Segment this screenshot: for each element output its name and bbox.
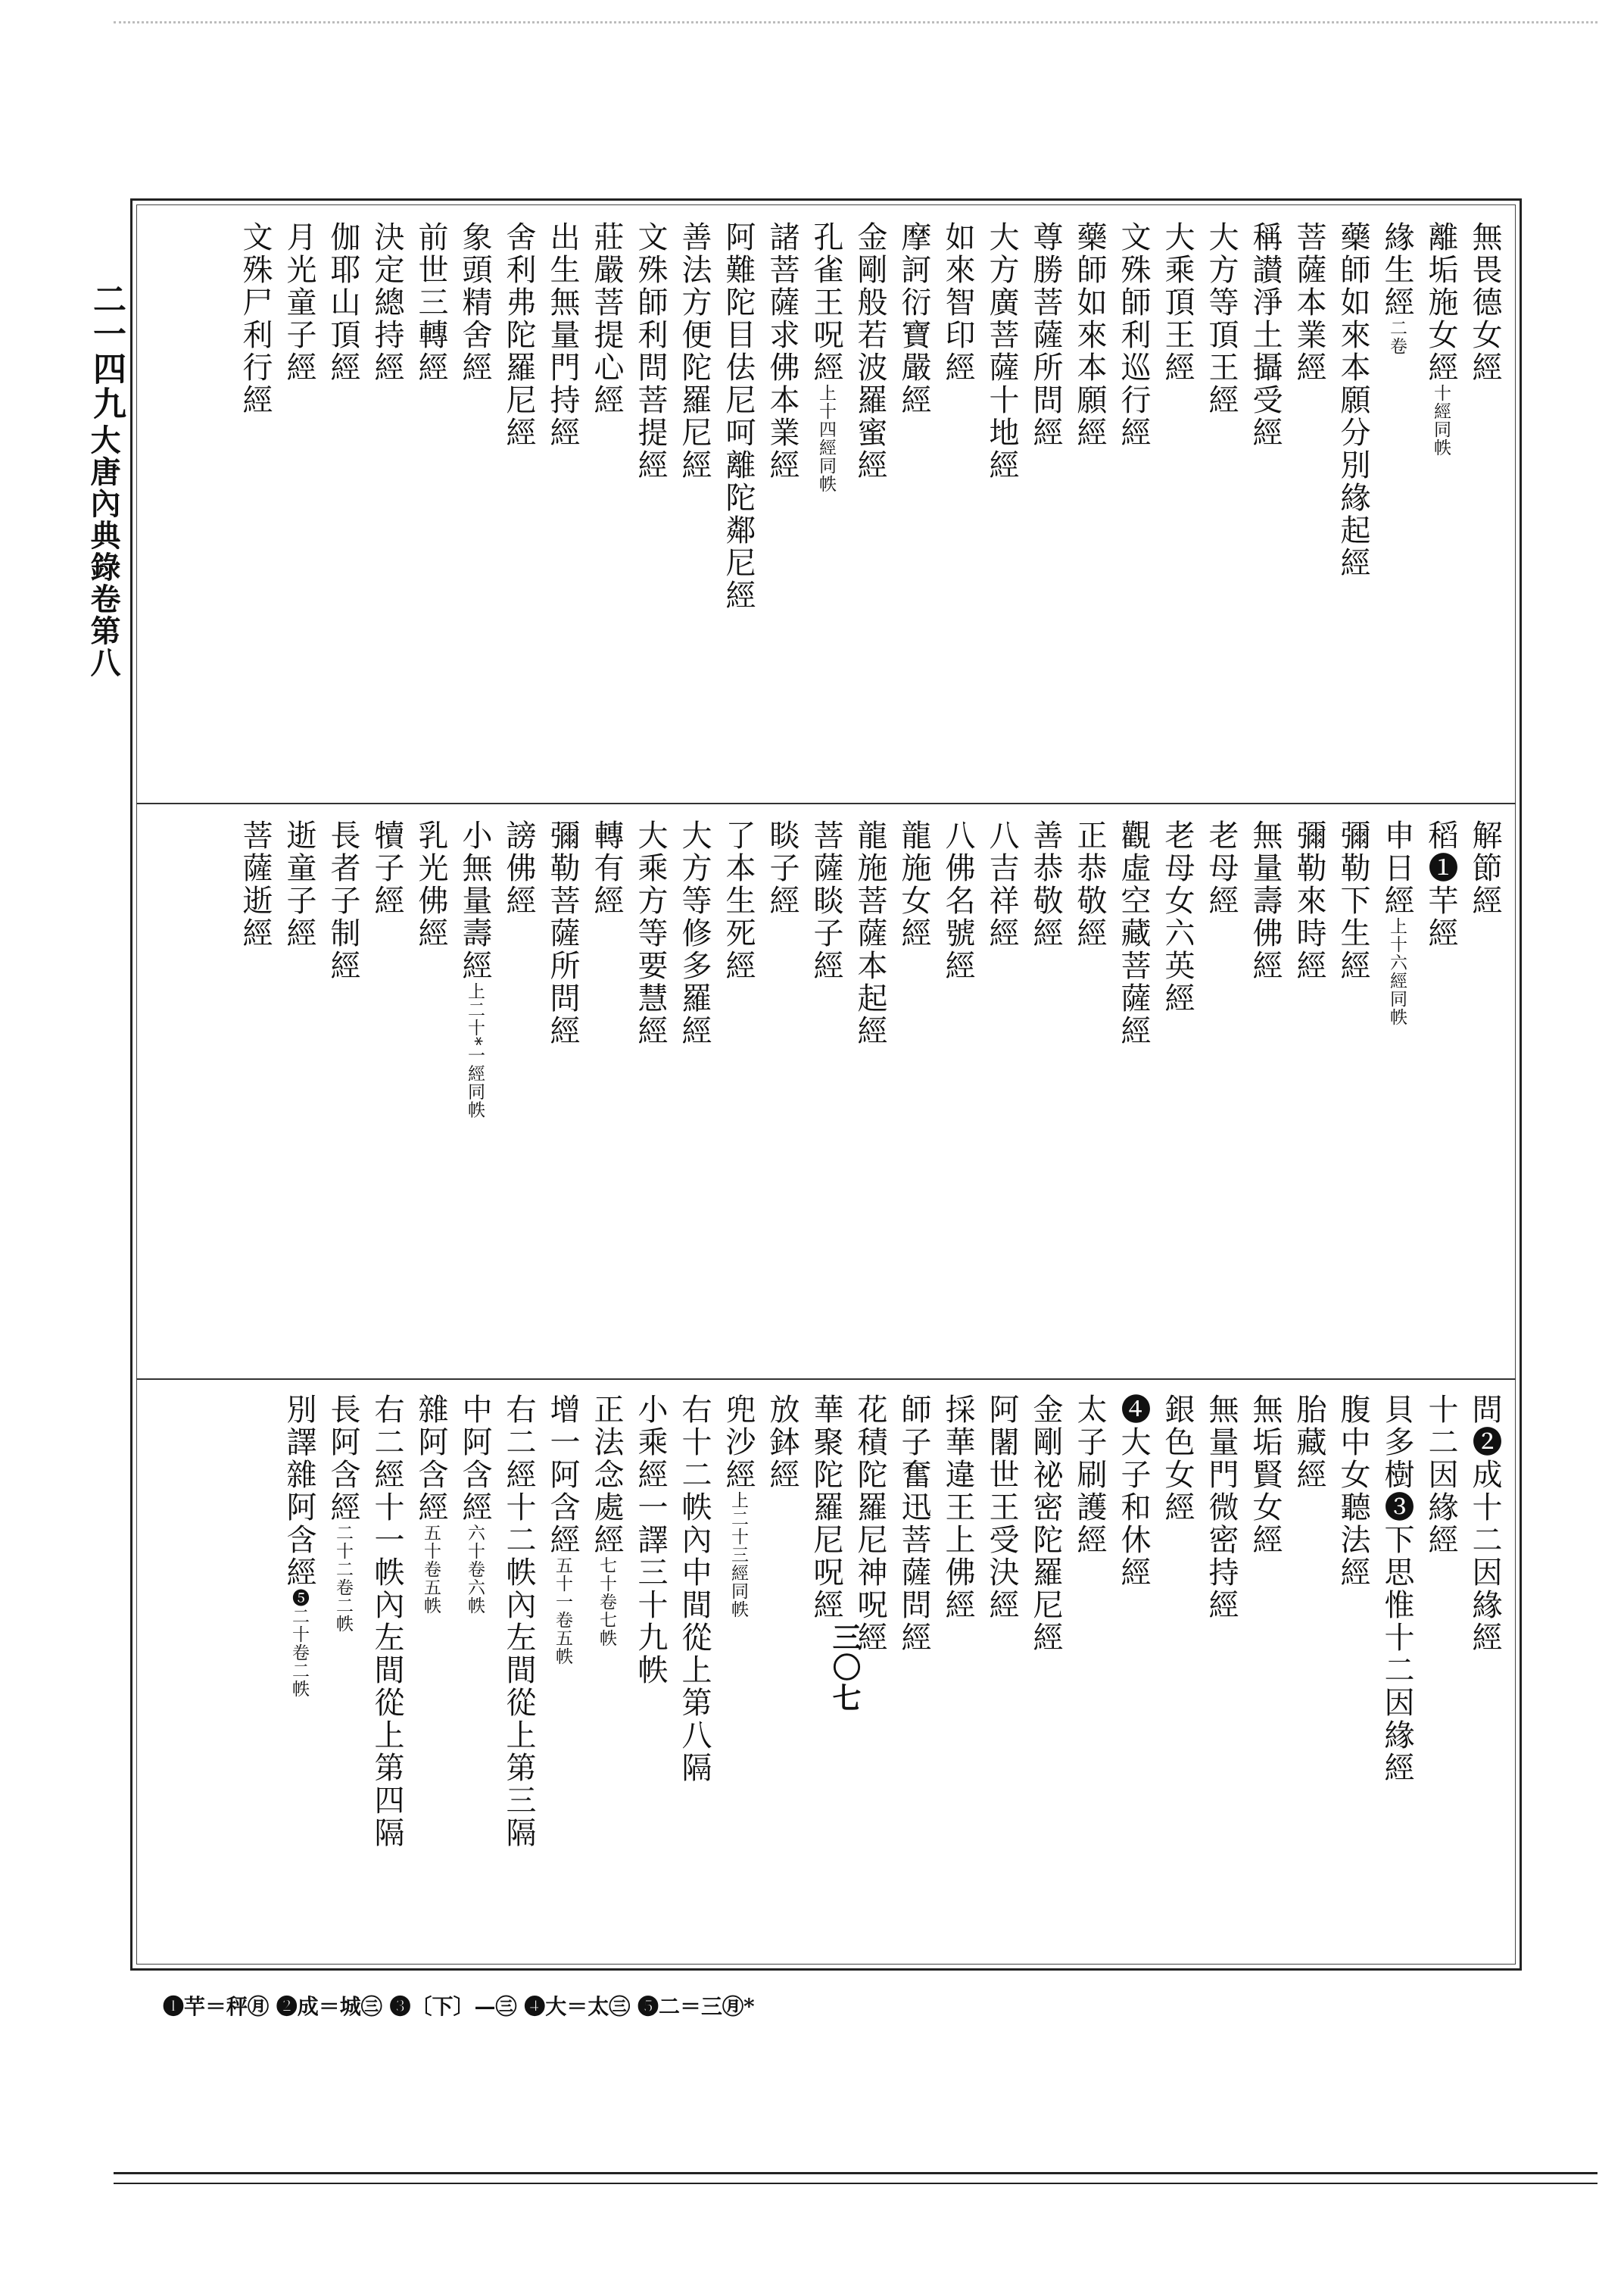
sutra-column <box>1419 1393 1463 1969</box>
sutra-title: 稻❶芉經 <box>1423 819 1458 950</box>
sutra-column <box>760 1393 804 1969</box>
sutra-title: 無畏德女經 <box>1467 221 1502 384</box>
sutra-title: 胎藏經 <box>1292 1393 1326 1491</box>
sutra-title: 大方廣菩薩十地經 <box>984 221 1019 482</box>
sutra-column <box>541 819 584 1365</box>
sutra-column <box>804 221 848 782</box>
sutra-column <box>628 221 672 782</box>
sutra-column <box>760 221 804 782</box>
sutra-column <box>584 1393 628 1969</box>
sutra-title: 腹中女聽法經 <box>1336 1393 1370 1589</box>
sutra-title: 諸菩薩求佛本業經 <box>765 221 800 482</box>
sutra-column <box>628 1393 672 1969</box>
top-edge-line <box>114 21 1598 23</box>
sutra-column <box>1375 221 1419 782</box>
sutra-note: 上十六經同帙 <box>1387 917 1407 1026</box>
sutra-title: 犢子經 <box>369 819 404 917</box>
sutra-column <box>453 221 497 782</box>
sutra-title: 阿闍世王受決經 <box>984 1393 1019 1621</box>
sutra-column <box>1287 819 1331 1365</box>
sutra-title: 右十二帙內中間從上第八隔 <box>677 1393 712 1784</box>
sutra-column <box>1243 221 1287 782</box>
sutra-column <box>409 1393 453 1969</box>
sutra-column <box>541 221 584 782</box>
sutra-title: 放鉢經 <box>765 1393 800 1491</box>
sutra-title: 月光童子經 <box>282 221 316 384</box>
sutra-title: 銀色女經 <box>1160 1393 1195 1524</box>
sutra-title: 離垢施女經 <box>1423 221 1458 384</box>
sutra-column <box>760 819 804 1365</box>
sutra-title: 老母女六英經 <box>1160 819 1195 1015</box>
sutra-title: 八吉祥經 <box>984 819 1019 950</box>
bottom-rule <box>114 2172 1598 2174</box>
sutra-title: 太子刷護經 <box>1072 1393 1107 1556</box>
sutra-column <box>716 1393 760 1969</box>
sutra-column <box>1111 1393 1155 1969</box>
sutra-column <box>541 1393 584 1969</box>
sutra-column <box>1463 1393 1507 1969</box>
sutra-column <box>1331 819 1375 1365</box>
sutra-column <box>409 221 453 782</box>
sutra-title: 伽耶山頂經 <box>326 221 360 384</box>
sutra-title: 老母經 <box>1204 819 1239 917</box>
sutra-title: 善恭敬經 <box>1028 819 1063 950</box>
sutra-column <box>1111 221 1155 782</box>
sutra-column <box>1155 819 1199 1365</box>
sutra-title: 大乘方等要慧經 <box>633 819 668 1047</box>
side-page-number: 三〇七 <box>828 1622 862 1713</box>
sutra-column <box>936 819 980 1365</box>
sutra-column <box>453 1393 497 1969</box>
sutra-column <box>892 819 936 1365</box>
sutra-title: 菩薩睒子經 <box>809 819 843 982</box>
lower-register <box>144 1393 1507 1969</box>
sutra-column <box>365 1393 409 1969</box>
sutra-title: 轉有經 <box>589 819 624 917</box>
sutra-title: 藥師如來本願經 <box>1072 221 1107 449</box>
sutra-column <box>892 221 936 782</box>
sutra-column <box>936 1393 980 1969</box>
sutra-column <box>497 221 541 782</box>
sutra-title: 前世三轉經 <box>413 221 448 384</box>
sutra-title: 申日經 <box>1379 819 1414 917</box>
sutra-column <box>1375 819 1419 1365</box>
sutra-column <box>1331 221 1375 782</box>
sutra-title: 睒子經 <box>765 819 800 917</box>
sutra-title: 尊勝菩薩所問經 <box>1028 221 1063 449</box>
sutra-title: 增一阿含經 <box>545 1393 580 1556</box>
sutra-title: 十二因緣經 <box>1423 1393 1458 1556</box>
sutra-column <box>1463 819 1507 1365</box>
sutra-column <box>584 819 628 1365</box>
sutra-column <box>497 819 541 1365</box>
sutra-column <box>1419 221 1463 782</box>
sutra-note: 五十一卷五帙 <box>553 1556 572 1665</box>
sutra-title: 彌勒菩薩所問經 <box>545 819 580 1047</box>
sutra-column <box>1155 221 1199 782</box>
sutra-title: 大乘頂王經 <box>1160 221 1195 384</box>
sutra-title: 緣生經 <box>1379 221 1414 319</box>
sutra-column <box>804 819 848 1365</box>
sutra-column <box>1199 1393 1243 1969</box>
middle-register <box>144 819 1507 1365</box>
sutra-column <box>321 819 365 1365</box>
sutra-column <box>848 221 892 782</box>
sutra-column <box>1331 1393 1375 1969</box>
sutra-title: 華聚陀羅尼呪經 <box>809 1393 843 1621</box>
page-number: 二一四九 <box>87 282 126 421</box>
sutra-title: 中阿含經 <box>457 1393 492 1524</box>
sutra-column <box>1068 819 1111 1365</box>
sutra-note: 上二十三經同帙 <box>728 1491 748 1618</box>
sutra-note: ❺二十卷二帙 <box>289 1589 309 1698</box>
sutra-title: 貝多樹❸下思惟十二因緣經 <box>1379 1393 1414 1784</box>
sutra-title: 無垢賢女經 <box>1248 1393 1283 1556</box>
sutra-note: 二十二卷二帙 <box>333 1524 353 1633</box>
sutra-column <box>277 221 321 782</box>
sutra-column <box>233 819 277 1365</box>
sutra-column <box>1155 1393 1199 1969</box>
sutra-title: 正法念處經 <box>589 1393 624 1556</box>
sutra-column <box>716 221 760 782</box>
register-divider-2 <box>136 1378 1516 1380</box>
sutra-title: 象頭精舍經 <box>457 221 492 384</box>
sutra-column <box>277 819 321 1365</box>
sutra-column <box>1243 819 1287 1365</box>
sutra-column <box>233 221 277 782</box>
sutra-note: 二卷 <box>1387 319 1407 355</box>
sutra-column <box>584 221 628 782</box>
sutra-column <box>980 819 1024 1365</box>
sutra-column <box>1199 221 1243 782</box>
sutra-title: 無量門微密持經 <box>1204 1393 1239 1621</box>
sutra-column <box>672 819 716 1365</box>
bottom-rule-thin <box>114 2183 1598 2184</box>
sutra-column <box>1287 1393 1331 1969</box>
sutra-title: 兜沙經 <box>721 1393 756 1491</box>
sutra-column <box>1068 1393 1111 1969</box>
sutra-title: 稱讃淨土攝受經 <box>1248 221 1283 449</box>
sutra-title: 龍施菩薩本起經 <box>853 819 887 1047</box>
sutra-title: 文殊師利巡行經 <box>1116 221 1151 449</box>
sutra-title: 了本生死經 <box>721 819 756 982</box>
sutra-title: 解節經 <box>1467 819 1502 917</box>
sutra-column <box>672 221 716 782</box>
sutra-column <box>365 819 409 1365</box>
sutra-title: 阿難陀目佉尼呵離陀鄰尼經 <box>721 221 756 612</box>
sutra-column <box>804 1393 848 1969</box>
sutra-title: 八佛名號經 <box>940 819 975 982</box>
sutra-column <box>936 221 980 782</box>
sutra-column <box>848 1393 892 1969</box>
sutra-title: 無量壽佛經 <box>1248 819 1283 982</box>
sutra-column <box>409 819 453 1365</box>
sutra-title: 孔雀王呪經 <box>809 221 843 384</box>
sutra-title: 採華違王上佛經 <box>940 1393 975 1621</box>
sutra-title: 右二經十二帙內左間從上第三隔 <box>501 1393 536 1849</box>
sutra-column <box>672 1393 716 1969</box>
sutra-title: 大方等修多羅經 <box>677 819 712 1047</box>
sutra-title: 莊嚴菩提心經 <box>589 221 624 417</box>
sutra-column <box>1419 819 1463 1365</box>
sutra-column <box>497 1393 541 1969</box>
sutra-column <box>1463 221 1507 782</box>
sutra-title: 長者子制經 <box>326 819 360 982</box>
sutra-title: 菩薩本業經 <box>1292 221 1326 384</box>
upper-register <box>144 221 1507 782</box>
sutra-title: 乳光佛經 <box>413 819 448 950</box>
register-divider-1 <box>136 803 1516 804</box>
sutra-column <box>1111 819 1155 1365</box>
sutra-column <box>716 819 760 1365</box>
sutra-column <box>1243 1393 1287 1969</box>
sutra-title: 金剛般若波羅蜜經 <box>853 221 887 482</box>
sutra-column <box>365 221 409 782</box>
sutra-title: 大方等頂王經 <box>1204 221 1239 417</box>
sutra-column <box>1199 819 1243 1365</box>
sutra-note: 上二十*一經同帙 <box>465 982 485 1119</box>
sutra-title: 如來智印經 <box>940 221 975 384</box>
sutra-title: 善法方便陀羅尼經 <box>677 221 712 482</box>
sutra-column <box>1287 221 1331 782</box>
sutra-title: 龍施女經 <box>896 819 931 950</box>
sutra-column <box>1024 1393 1068 1969</box>
sutra-column <box>277 1393 321 1969</box>
sutra-column <box>848 819 892 1365</box>
sutra-title: 小無量壽經 <box>457 819 492 982</box>
sutra-title: 花積陀羅尼神呪經 <box>853 1393 887 1654</box>
sutra-title: 問❷成十二因緣經 <box>1467 1393 1502 1654</box>
sutra-column <box>321 1393 365 1969</box>
book-title: 大唐內典錄卷第八 <box>86 424 121 679</box>
sutra-title: ❹大子和休經 <box>1116 1393 1151 1589</box>
sutra-title: 別譯雜阿含經 <box>282 1393 316 1589</box>
footnotes: ❶芉＝秤㊊ ❷成＝城㊂ ❸〔下〕—㊂ ❹大＝太㊂ ❺二＝三㊊* <box>163 1994 755 2019</box>
sutra-column <box>628 819 672 1365</box>
sutra-column <box>1068 221 1111 782</box>
sutra-title: 文殊尸利行經 <box>238 221 273 417</box>
sutra-column <box>1375 1393 1419 1969</box>
sutra-title: 小乘經一譯三十九帙 <box>633 1393 668 1687</box>
sutra-title: 雜阿含經 <box>413 1393 448 1524</box>
sutra-title: 逝童子經 <box>282 819 316 950</box>
sutra-title: 金剛祕密陀羅尼經 <box>1028 1393 1063 1654</box>
sutra-note: 六十卷六帙 <box>465 1524 485 1615</box>
sutra-note: 十經同帙 <box>1431 384 1451 457</box>
sutra-title: 正恭敬經 <box>1072 819 1107 950</box>
sutra-column <box>1024 819 1068 1365</box>
sutra-column <box>980 1393 1024 1969</box>
sutra-title: 觀虛空藏菩薩經 <box>1116 819 1151 1047</box>
sutra-column <box>892 1393 936 1969</box>
sutra-column <box>453 819 497 1365</box>
sutra-title: 長阿含經 <box>326 1393 360 1524</box>
sutra-title: 彌勒下生經 <box>1336 819 1370 982</box>
sutra-title: 師子奮迅菩薩問經 <box>896 1393 931 1654</box>
sutra-title: 摩訶衍寶嚴經 <box>896 221 931 417</box>
sutra-title: 右二經十一帙內左間從上第四隔 <box>369 1393 404 1849</box>
sutra-title: 謗佛經 <box>501 819 536 917</box>
sutra-title: 彌勒來時經 <box>1292 819 1326 982</box>
sutra-note: 七十卷七帙 <box>597 1556 616 1647</box>
sutra-title: 藥師如來本願分別緣起經 <box>1336 221 1370 579</box>
sutra-title: 出生無量門持經 <box>545 221 580 449</box>
sutra-title: 菩薩逝經 <box>238 819 273 950</box>
sutra-column <box>980 221 1024 782</box>
sutra-title: 文殊師利問菩提經 <box>633 221 668 482</box>
sutra-title: 舍利弗陀羅尼經 <box>501 221 536 449</box>
sutra-note: 五十卷五帙 <box>421 1524 441 1615</box>
sutra-column <box>1024 221 1068 782</box>
sutra-note: 上十四經同帙 <box>816 384 836 493</box>
sutra-column <box>321 221 365 782</box>
sutra-title: 決定總持經 <box>369 221 404 384</box>
